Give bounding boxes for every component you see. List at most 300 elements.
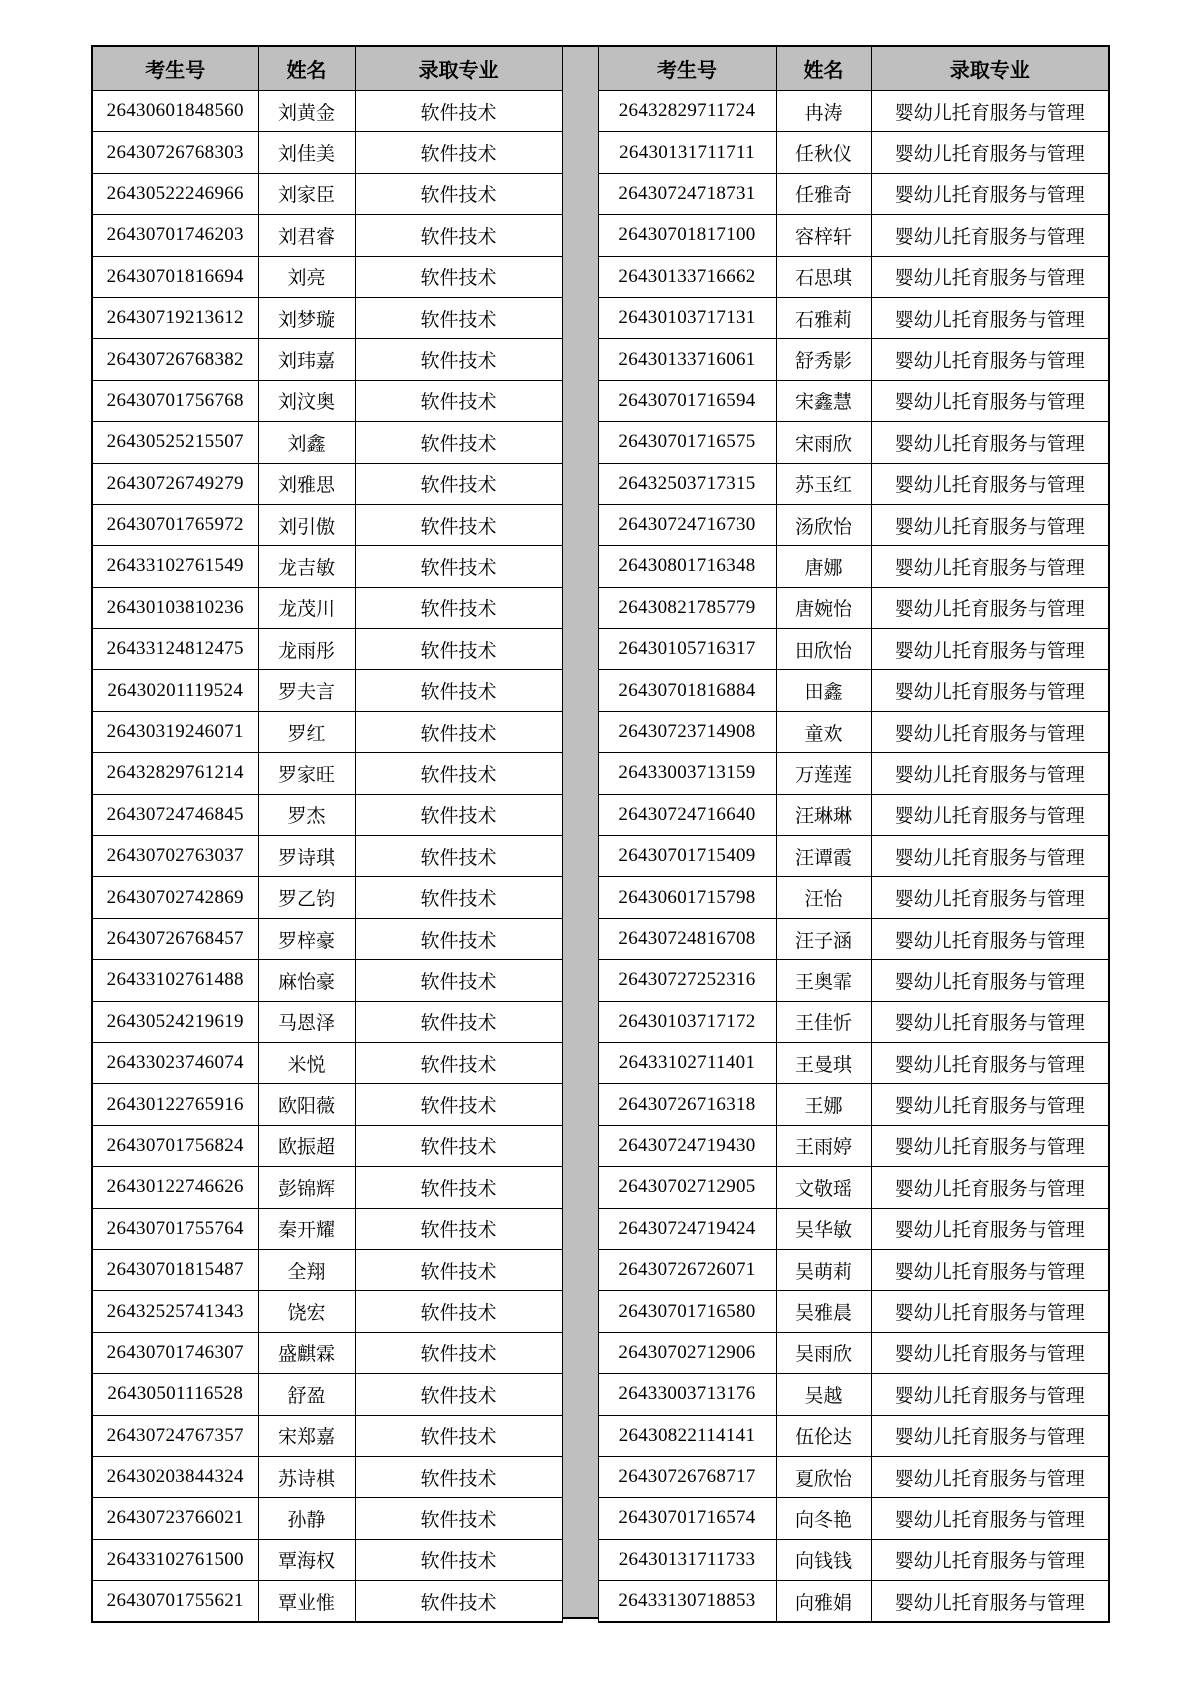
cell-major: 婴幼儿托育服务与管理 bbox=[871, 629, 1109, 670]
table-row bbox=[92, 380, 562, 421]
cell-exam-id: 26430726768382 bbox=[92, 339, 258, 380]
header-name: 姓名 bbox=[776, 46, 871, 91]
cell-major: 婴幼儿托育服务与管理 bbox=[871, 1249, 1109, 1290]
cell-student-name: 刘黄金 bbox=[258, 91, 355, 132]
cell-student-name: 刘鑫 bbox=[258, 422, 355, 463]
cell-student-name: 秦开耀 bbox=[258, 1208, 355, 1249]
cell-major: 婴幼儿托育服务与管理 bbox=[871, 1208, 1109, 1249]
table-row bbox=[598, 629, 1109, 670]
cell-exam-id: 26430724718731 bbox=[598, 173, 776, 214]
cell-major: 软件技术 bbox=[355, 960, 562, 1001]
table-row bbox=[92, 877, 562, 918]
cell-exam-id: 26430522246966 bbox=[92, 173, 258, 214]
table-row bbox=[92, 1415, 562, 1456]
header-major: 录取专业 bbox=[871, 46, 1109, 91]
cell-major: 婴幼儿托育服务与管理 bbox=[871, 339, 1109, 380]
cell-major: 软件技术 bbox=[355, 629, 562, 670]
cell-major: 婴幼儿托育服务与管理 bbox=[871, 1581, 1109, 1623]
cell-student-name: 彭锦辉 bbox=[258, 1167, 355, 1208]
table-row bbox=[92, 546, 562, 587]
cell-major: 软件技术 bbox=[355, 1498, 562, 1539]
table-row bbox=[598, 1498, 1109, 1539]
cell-exam-id: 26430726768457 bbox=[92, 918, 258, 959]
cell-student-name: 舒秀影 bbox=[776, 339, 871, 380]
cell-student-name: 龙茂川 bbox=[258, 587, 355, 628]
cell-exam-id: 26430724716730 bbox=[598, 504, 776, 545]
table-row bbox=[598, 1581, 1109, 1623]
cell-exam-id: 26430727252316 bbox=[598, 960, 776, 1001]
cell-exam-id: 26433130718853 bbox=[598, 1581, 776, 1623]
header-id: 考生号 bbox=[598, 46, 776, 91]
cell-major: 软件技术 bbox=[355, 1084, 562, 1125]
cell-major: 软件技术 bbox=[355, 1332, 562, 1373]
cell-major: 婴幼儿托育服务与管理 bbox=[871, 215, 1109, 256]
cell-major: 婴幼儿托育服务与管理 bbox=[871, 1042, 1109, 1083]
cell-major: 软件技术 bbox=[355, 753, 562, 794]
table-row bbox=[598, 1249, 1109, 1290]
cell-student-name: 汪怡 bbox=[776, 877, 871, 918]
table-row bbox=[92, 1042, 562, 1083]
admission-table-left bbox=[91, 45, 563, 1623]
cell-student-name: 童欢 bbox=[776, 711, 871, 752]
cell-student-name: 刘玮嘉 bbox=[258, 339, 355, 380]
table-row bbox=[92, 836, 562, 877]
table-row bbox=[92, 753, 562, 794]
cell-exam-id: 26430724816708 bbox=[598, 918, 776, 959]
table-row bbox=[598, 1084, 1109, 1125]
cell-exam-id: 26430702712905 bbox=[598, 1167, 776, 1208]
cell-major: 婴幼儿托育服务与管理 bbox=[871, 1125, 1109, 1166]
cell-major: 软件技术 bbox=[355, 91, 562, 132]
cell-student-name: 饶宏 bbox=[258, 1291, 355, 1332]
cell-student-name: 伍伦达 bbox=[776, 1415, 871, 1456]
cell-major: 软件技术 bbox=[355, 297, 562, 338]
cell-student-name: 田欣怡 bbox=[776, 629, 871, 670]
cell-student-name: 万莲莲 bbox=[776, 753, 871, 794]
table-row bbox=[598, 753, 1109, 794]
cell-major: 婴幼儿托育服务与管理 bbox=[871, 753, 1109, 794]
table-row bbox=[598, 1415, 1109, 1456]
cell-exam-id: 26433102761500 bbox=[92, 1539, 258, 1580]
cell-major: 婴幼儿托育服务与管理 bbox=[871, 960, 1109, 1001]
cell-exam-id: 26430701816884 bbox=[598, 670, 776, 711]
cell-student-name: 罗诗琪 bbox=[258, 836, 355, 877]
cell-exam-id: 26430719213612 bbox=[92, 297, 258, 338]
cell-exam-id: 26430103717172 bbox=[598, 1001, 776, 1042]
cell-exam-id: 26430701715409 bbox=[598, 836, 776, 877]
cell-major: 婴幼儿托育服务与管理 bbox=[871, 173, 1109, 214]
cell-major: 软件技术 bbox=[355, 1581, 562, 1623]
cell-exam-id: 26430702742869 bbox=[92, 877, 258, 918]
cell-exam-id: 26430701716574 bbox=[598, 1498, 776, 1539]
cell-student-name: 宋雨欣 bbox=[776, 422, 871, 463]
cell-exam-id: 26430726726071 bbox=[598, 1249, 776, 1290]
cell-exam-id: 26430723766021 bbox=[92, 1498, 258, 1539]
header-major: 录取专业 bbox=[355, 46, 562, 91]
cell-student-name: 刘亮 bbox=[258, 256, 355, 297]
cell-exam-id: 26433102761488 bbox=[92, 960, 258, 1001]
table-row bbox=[598, 1042, 1109, 1083]
table-row bbox=[598, 794, 1109, 835]
cell-student-name: 龙吉敏 bbox=[258, 546, 355, 587]
cell-major: 软件技术 bbox=[355, 1167, 562, 1208]
cell-exam-id: 26430724719430 bbox=[598, 1125, 776, 1166]
cell-major: 软件技术 bbox=[355, 1539, 562, 1580]
cell-exam-id: 26430726749279 bbox=[92, 463, 258, 504]
cell-major: 婴幼儿托育服务与管理 bbox=[871, 711, 1109, 752]
cell-major: 婴幼儿托育服务与管理 bbox=[871, 504, 1109, 545]
table-row bbox=[92, 1539, 562, 1580]
cell-student-name: 刘君睿 bbox=[258, 215, 355, 256]
cell-exam-id: 26430724716640 bbox=[598, 794, 776, 835]
cell-student-name: 冉涛 bbox=[776, 91, 871, 132]
cell-exam-id: 26430131711711 bbox=[598, 132, 776, 173]
table-row bbox=[598, 422, 1109, 463]
table-row bbox=[598, 1208, 1109, 1249]
cell-major: 软件技术 bbox=[355, 463, 562, 504]
cell-major: 软件技术 bbox=[355, 422, 562, 463]
cell-major: 婴幼儿托育服务与管理 bbox=[871, 91, 1109, 132]
cell-major: 婴幼儿托育服务与管理 bbox=[871, 1167, 1109, 1208]
cell-student-name: 王奥霏 bbox=[776, 960, 871, 1001]
cell-major: 软件技术 bbox=[355, 1456, 562, 1497]
cell-major: 婴幼儿托育服务与管理 bbox=[871, 546, 1109, 587]
cell-exam-id: 26433124812475 bbox=[92, 629, 258, 670]
cell-exam-id: 26430122765916 bbox=[92, 1084, 258, 1125]
table-row bbox=[92, 504, 562, 545]
table-row bbox=[598, 960, 1109, 1001]
table-row bbox=[92, 173, 562, 214]
cell-major: 婴幼儿托育服务与管理 bbox=[871, 297, 1109, 338]
cell-student-name: 吴雅晨 bbox=[776, 1291, 871, 1332]
header-id: 考生号 bbox=[92, 46, 258, 91]
table-row bbox=[92, 1001, 562, 1042]
cell-student-name: 马恩泽 bbox=[258, 1001, 355, 1042]
cell-student-name: 汪琳琳 bbox=[776, 794, 871, 835]
cell-exam-id: 26430601848560 bbox=[92, 91, 258, 132]
table-row bbox=[598, 173, 1109, 214]
cell-student-name: 任秋仪 bbox=[776, 132, 871, 173]
cell-student-name: 吴华敏 bbox=[776, 1208, 871, 1249]
cell-major: 婴幼儿托育服务与管理 bbox=[871, 1084, 1109, 1125]
cell-student-name: 罗家旺 bbox=[258, 753, 355, 794]
cell-student-name: 龙雨彤 bbox=[258, 629, 355, 670]
cell-major: 婴幼儿托育服务与管理 bbox=[871, 1456, 1109, 1497]
table-row bbox=[598, 587, 1109, 628]
cell-exam-id: 26430203844324 bbox=[92, 1456, 258, 1497]
table-row bbox=[92, 1208, 562, 1249]
cell-exam-id: 26430201119524 bbox=[92, 670, 258, 711]
cell-exam-id: 26433003713159 bbox=[598, 753, 776, 794]
table-row bbox=[92, 670, 562, 711]
cell-major: 软件技术 bbox=[355, 380, 562, 421]
cell-student-name: 刘引傲 bbox=[258, 504, 355, 545]
cell-exam-id: 26430133716061 bbox=[598, 339, 776, 380]
cell-exam-id: 26433102711401 bbox=[598, 1042, 776, 1083]
table-row bbox=[598, 1001, 1109, 1042]
cell-student-name: 欧阳薇 bbox=[258, 1084, 355, 1125]
cell-student-name: 覃业惟 bbox=[258, 1581, 355, 1623]
cell-major: 婴幼儿托育服务与管理 bbox=[871, 836, 1109, 877]
table-row bbox=[92, 91, 562, 132]
cell-exam-id: 26430701756824 bbox=[92, 1125, 258, 1166]
table-row bbox=[92, 463, 562, 504]
header-row bbox=[92, 46, 562, 91]
table-row bbox=[92, 629, 562, 670]
table-row bbox=[92, 918, 562, 959]
table-row bbox=[598, 670, 1109, 711]
cell-student-name: 欧振超 bbox=[258, 1125, 355, 1166]
cell-student-name: 容梓轩 bbox=[776, 215, 871, 256]
cell-student-name: 罗梓豪 bbox=[258, 918, 355, 959]
cell-major: 软件技术 bbox=[355, 546, 562, 587]
table-row bbox=[92, 1332, 562, 1373]
cell-major: 婴幼儿托育服务与管理 bbox=[871, 1415, 1109, 1456]
cell-major: 软件技术 bbox=[355, 1208, 562, 1249]
cell-major: 软件技术 bbox=[355, 918, 562, 959]
table-row bbox=[598, 1291, 1109, 1332]
table-row bbox=[92, 1581, 562, 1623]
cell-major: 婴幼儿托育服务与管理 bbox=[871, 463, 1109, 504]
cell-major: 婴幼儿托育服务与管理 bbox=[871, 256, 1109, 297]
cell-student-name: 宋鑫慧 bbox=[776, 380, 871, 421]
cell-major: 软件技术 bbox=[355, 173, 562, 214]
table-row bbox=[92, 1084, 562, 1125]
cell-exam-id: 26430122746626 bbox=[92, 1167, 258, 1208]
cell-student-name: 任雅奇 bbox=[776, 173, 871, 214]
table-row bbox=[598, 215, 1109, 256]
cell-exam-id: 26430724767357 bbox=[92, 1415, 258, 1456]
cell-major: 软件技术 bbox=[355, 836, 562, 877]
cell-student-name: 刘雅思 bbox=[258, 463, 355, 504]
cell-student-name: 王雨婷 bbox=[776, 1125, 871, 1166]
cell-exam-id: 26430501116528 bbox=[92, 1374, 258, 1415]
cell-major: 软件技术 bbox=[355, 1125, 562, 1166]
cell-exam-id: 26430701816694 bbox=[92, 256, 258, 297]
cell-exam-id: 26430701817100 bbox=[598, 215, 776, 256]
cell-exam-id: 26430319246071 bbox=[92, 711, 258, 752]
table-row bbox=[598, 1374, 1109, 1415]
table-row bbox=[598, 91, 1109, 132]
cell-student-name: 唐娜 bbox=[776, 546, 871, 587]
cell-major: 软件技术 bbox=[355, 1415, 562, 1456]
cell-exam-id: 26430723714908 bbox=[598, 711, 776, 752]
table-row bbox=[598, 1167, 1109, 1208]
cell-student-name: 唐婉怡 bbox=[776, 587, 871, 628]
cell-major: 婴幼儿托育服务与管理 bbox=[871, 380, 1109, 421]
cell-major: 婴幼儿托育服务与管理 bbox=[871, 670, 1109, 711]
cell-major: 软件技术 bbox=[355, 215, 562, 256]
cell-student-name: 孙静 bbox=[258, 1498, 355, 1539]
cell-major: 软件技术 bbox=[355, 794, 562, 835]
cell-exam-id: 26430525215507 bbox=[92, 422, 258, 463]
cell-student-name: 麻怡豪 bbox=[258, 960, 355, 1001]
table-row bbox=[92, 132, 562, 173]
cell-major: 软件技术 bbox=[355, 877, 562, 918]
table-row bbox=[598, 918, 1109, 959]
cell-major: 婴幼儿托育服务与管理 bbox=[871, 1539, 1109, 1580]
cell-exam-id: 26430726716318 bbox=[598, 1084, 776, 1125]
cell-student-name: 全翔 bbox=[258, 1249, 355, 1290]
table-row bbox=[598, 836, 1109, 877]
cell-student-name: 汤欣怡 bbox=[776, 504, 871, 545]
table-row bbox=[92, 1291, 562, 1332]
cell-exam-id: 26430801716348 bbox=[598, 546, 776, 587]
cell-exam-id: 26430103810236 bbox=[92, 587, 258, 628]
cell-major: 婴幼儿托育服务与管理 bbox=[871, 422, 1109, 463]
cell-major: 婴幼儿托育服务与管理 bbox=[871, 1374, 1109, 1415]
cell-major: 软件技术 bbox=[355, 132, 562, 173]
cell-major: 婴幼儿托育服务与管理 bbox=[871, 794, 1109, 835]
cell-major: 软件技术 bbox=[355, 504, 562, 545]
cell-major: 婴幼儿托育服务与管理 bbox=[871, 1001, 1109, 1042]
table-row bbox=[92, 256, 562, 297]
cell-student-name: 王佳忻 bbox=[776, 1001, 871, 1042]
cell-major: 软件技术 bbox=[355, 711, 562, 752]
cell-student-name: 罗杰 bbox=[258, 794, 355, 835]
table-row bbox=[92, 1498, 562, 1539]
table-separator bbox=[563, 45, 598, 1619]
cell-exam-id: 26430601715798 bbox=[598, 877, 776, 918]
cell-student-name: 覃海权 bbox=[258, 1539, 355, 1580]
cell-exam-id: 26430726768303 bbox=[92, 132, 258, 173]
cell-student-name: 石雅莉 bbox=[776, 297, 871, 338]
cell-major: 软件技术 bbox=[355, 339, 562, 380]
table-row bbox=[598, 132, 1109, 173]
cell-exam-id: 26432829711724 bbox=[598, 91, 776, 132]
cell-student-name: 盛麒霖 bbox=[258, 1332, 355, 1373]
table-row bbox=[92, 1125, 562, 1166]
table-row bbox=[92, 1167, 562, 1208]
right-table-body bbox=[598, 91, 1109, 1623]
header-row bbox=[598, 46, 1109, 91]
table-row bbox=[598, 1332, 1109, 1373]
cell-exam-id: 26433023746074 bbox=[92, 1042, 258, 1083]
cell-student-name: 向雅娟 bbox=[776, 1581, 871, 1623]
table-row bbox=[598, 1539, 1109, 1580]
table-row bbox=[92, 215, 562, 256]
cell-exam-id: 26430822114141 bbox=[598, 1415, 776, 1456]
cell-student-name: 苏玉红 bbox=[776, 463, 871, 504]
table-row bbox=[92, 1374, 562, 1415]
cell-major: 软件技术 bbox=[355, 670, 562, 711]
cell-student-name: 刘佳美 bbox=[258, 132, 355, 173]
cell-major: 软件技术 bbox=[355, 256, 562, 297]
cell-exam-id: 26430131711733 bbox=[598, 1539, 776, 1580]
cell-student-name: 舒盈 bbox=[258, 1374, 355, 1415]
cell-exam-id: 26430726768717 bbox=[598, 1456, 776, 1497]
cell-student-name: 罗红 bbox=[258, 711, 355, 752]
cell-exam-id: 26432829761214 bbox=[92, 753, 258, 794]
cell-student-name: 宋郑嘉 bbox=[258, 1415, 355, 1456]
cell-exam-id: 26433102761549 bbox=[92, 546, 258, 587]
table-row bbox=[92, 297, 562, 338]
table-row bbox=[92, 422, 562, 463]
cell-student-name: 文敬瑶 bbox=[776, 1167, 871, 1208]
cell-major: 婴幼儿托育服务与管理 bbox=[871, 918, 1109, 959]
cell-major: 婴幼儿托育服务与管理 bbox=[871, 877, 1109, 918]
cell-major: 软件技术 bbox=[355, 1042, 562, 1083]
table-row bbox=[92, 794, 562, 835]
cell-exam-id: 26430724746845 bbox=[92, 794, 258, 835]
left-table-body bbox=[92, 91, 562, 1623]
table-row bbox=[598, 463, 1109, 504]
cell-student-name: 罗乙钧 bbox=[258, 877, 355, 918]
cell-exam-id: 26430702712906 bbox=[598, 1332, 776, 1373]
header-name: 姓名 bbox=[258, 46, 355, 91]
table-row bbox=[598, 339, 1109, 380]
table-row bbox=[598, 297, 1109, 338]
cell-exam-id: 26430701815487 bbox=[92, 1249, 258, 1290]
cell-exam-id: 26432503717315 bbox=[598, 463, 776, 504]
table-row bbox=[92, 339, 562, 380]
cell-major: 软件技术 bbox=[355, 1374, 562, 1415]
cell-student-name: 刘家臣 bbox=[258, 173, 355, 214]
cell-major: 软件技术 bbox=[355, 1249, 562, 1290]
cell-exam-id: 26430701746307 bbox=[92, 1332, 258, 1373]
cell-student-name: 王曼琪 bbox=[776, 1042, 871, 1083]
admission-list-sheet bbox=[91, 45, 1110, 1619]
cell-student-name: 向冬艳 bbox=[776, 1498, 871, 1539]
table-row bbox=[598, 1456, 1109, 1497]
cell-exam-id: 26430701716580 bbox=[598, 1291, 776, 1332]
cell-student-name: 罗夫言 bbox=[258, 670, 355, 711]
table-row bbox=[598, 380, 1109, 421]
cell-major: 婴幼儿托育服务与管理 bbox=[871, 1498, 1109, 1539]
cell-exam-id: 26433003713176 bbox=[598, 1374, 776, 1415]
cell-exam-id: 26430724719424 bbox=[598, 1208, 776, 1249]
table-row bbox=[598, 256, 1109, 297]
table-row bbox=[598, 711, 1109, 752]
admission-table-right bbox=[598, 45, 1111, 1623]
cell-student-name: 吴萌莉 bbox=[776, 1249, 871, 1290]
cell-exam-id: 26430105716317 bbox=[598, 629, 776, 670]
table-row bbox=[92, 587, 562, 628]
cell-major: 婴幼儿托育服务与管理 bbox=[871, 132, 1109, 173]
cell-student-name: 汪谭霞 bbox=[776, 836, 871, 877]
cell-student-name: 刘汶奥 bbox=[258, 380, 355, 421]
cell-major: 软件技术 bbox=[355, 1291, 562, 1332]
cell-student-name: 向钱钱 bbox=[776, 1539, 871, 1580]
table-row bbox=[598, 546, 1109, 587]
cell-exam-id: 26430701756768 bbox=[92, 380, 258, 421]
cell-exam-id: 26430821785779 bbox=[598, 587, 776, 628]
cell-student-name: 石思琪 bbox=[776, 256, 871, 297]
cell-exam-id: 26432525741343 bbox=[92, 1291, 258, 1332]
cell-student-name: 米悦 bbox=[258, 1042, 355, 1083]
cell-exam-id: 26430701716575 bbox=[598, 422, 776, 463]
table-row bbox=[598, 1125, 1109, 1166]
cell-exam-id: 26430701746203 bbox=[92, 215, 258, 256]
cell-student-name: 吴雨欣 bbox=[776, 1332, 871, 1373]
cell-exam-id: 26430701716594 bbox=[598, 380, 776, 421]
table-row bbox=[92, 1456, 562, 1497]
table-row bbox=[598, 504, 1109, 545]
cell-major: 婴幼儿托育服务与管理 bbox=[871, 1332, 1109, 1373]
cell-major: 婴幼儿托育服务与管理 bbox=[871, 587, 1109, 628]
cell-student-name: 刘梦璇 bbox=[258, 297, 355, 338]
table-row bbox=[92, 960, 562, 1001]
cell-exam-id: 26430701765972 bbox=[92, 504, 258, 545]
cell-exam-id: 26430702763037 bbox=[92, 836, 258, 877]
cell-major: 软件技术 bbox=[355, 587, 562, 628]
cell-exam-id: 26430524219619 bbox=[92, 1001, 258, 1042]
cell-exam-id: 26430133716662 bbox=[598, 256, 776, 297]
cell-exam-id: 26430701755764 bbox=[92, 1208, 258, 1249]
cell-major: 软件技术 bbox=[355, 1001, 562, 1042]
cell-student-name: 汪子涵 bbox=[776, 918, 871, 959]
cell-major: 婴幼儿托育服务与管理 bbox=[871, 1291, 1109, 1332]
